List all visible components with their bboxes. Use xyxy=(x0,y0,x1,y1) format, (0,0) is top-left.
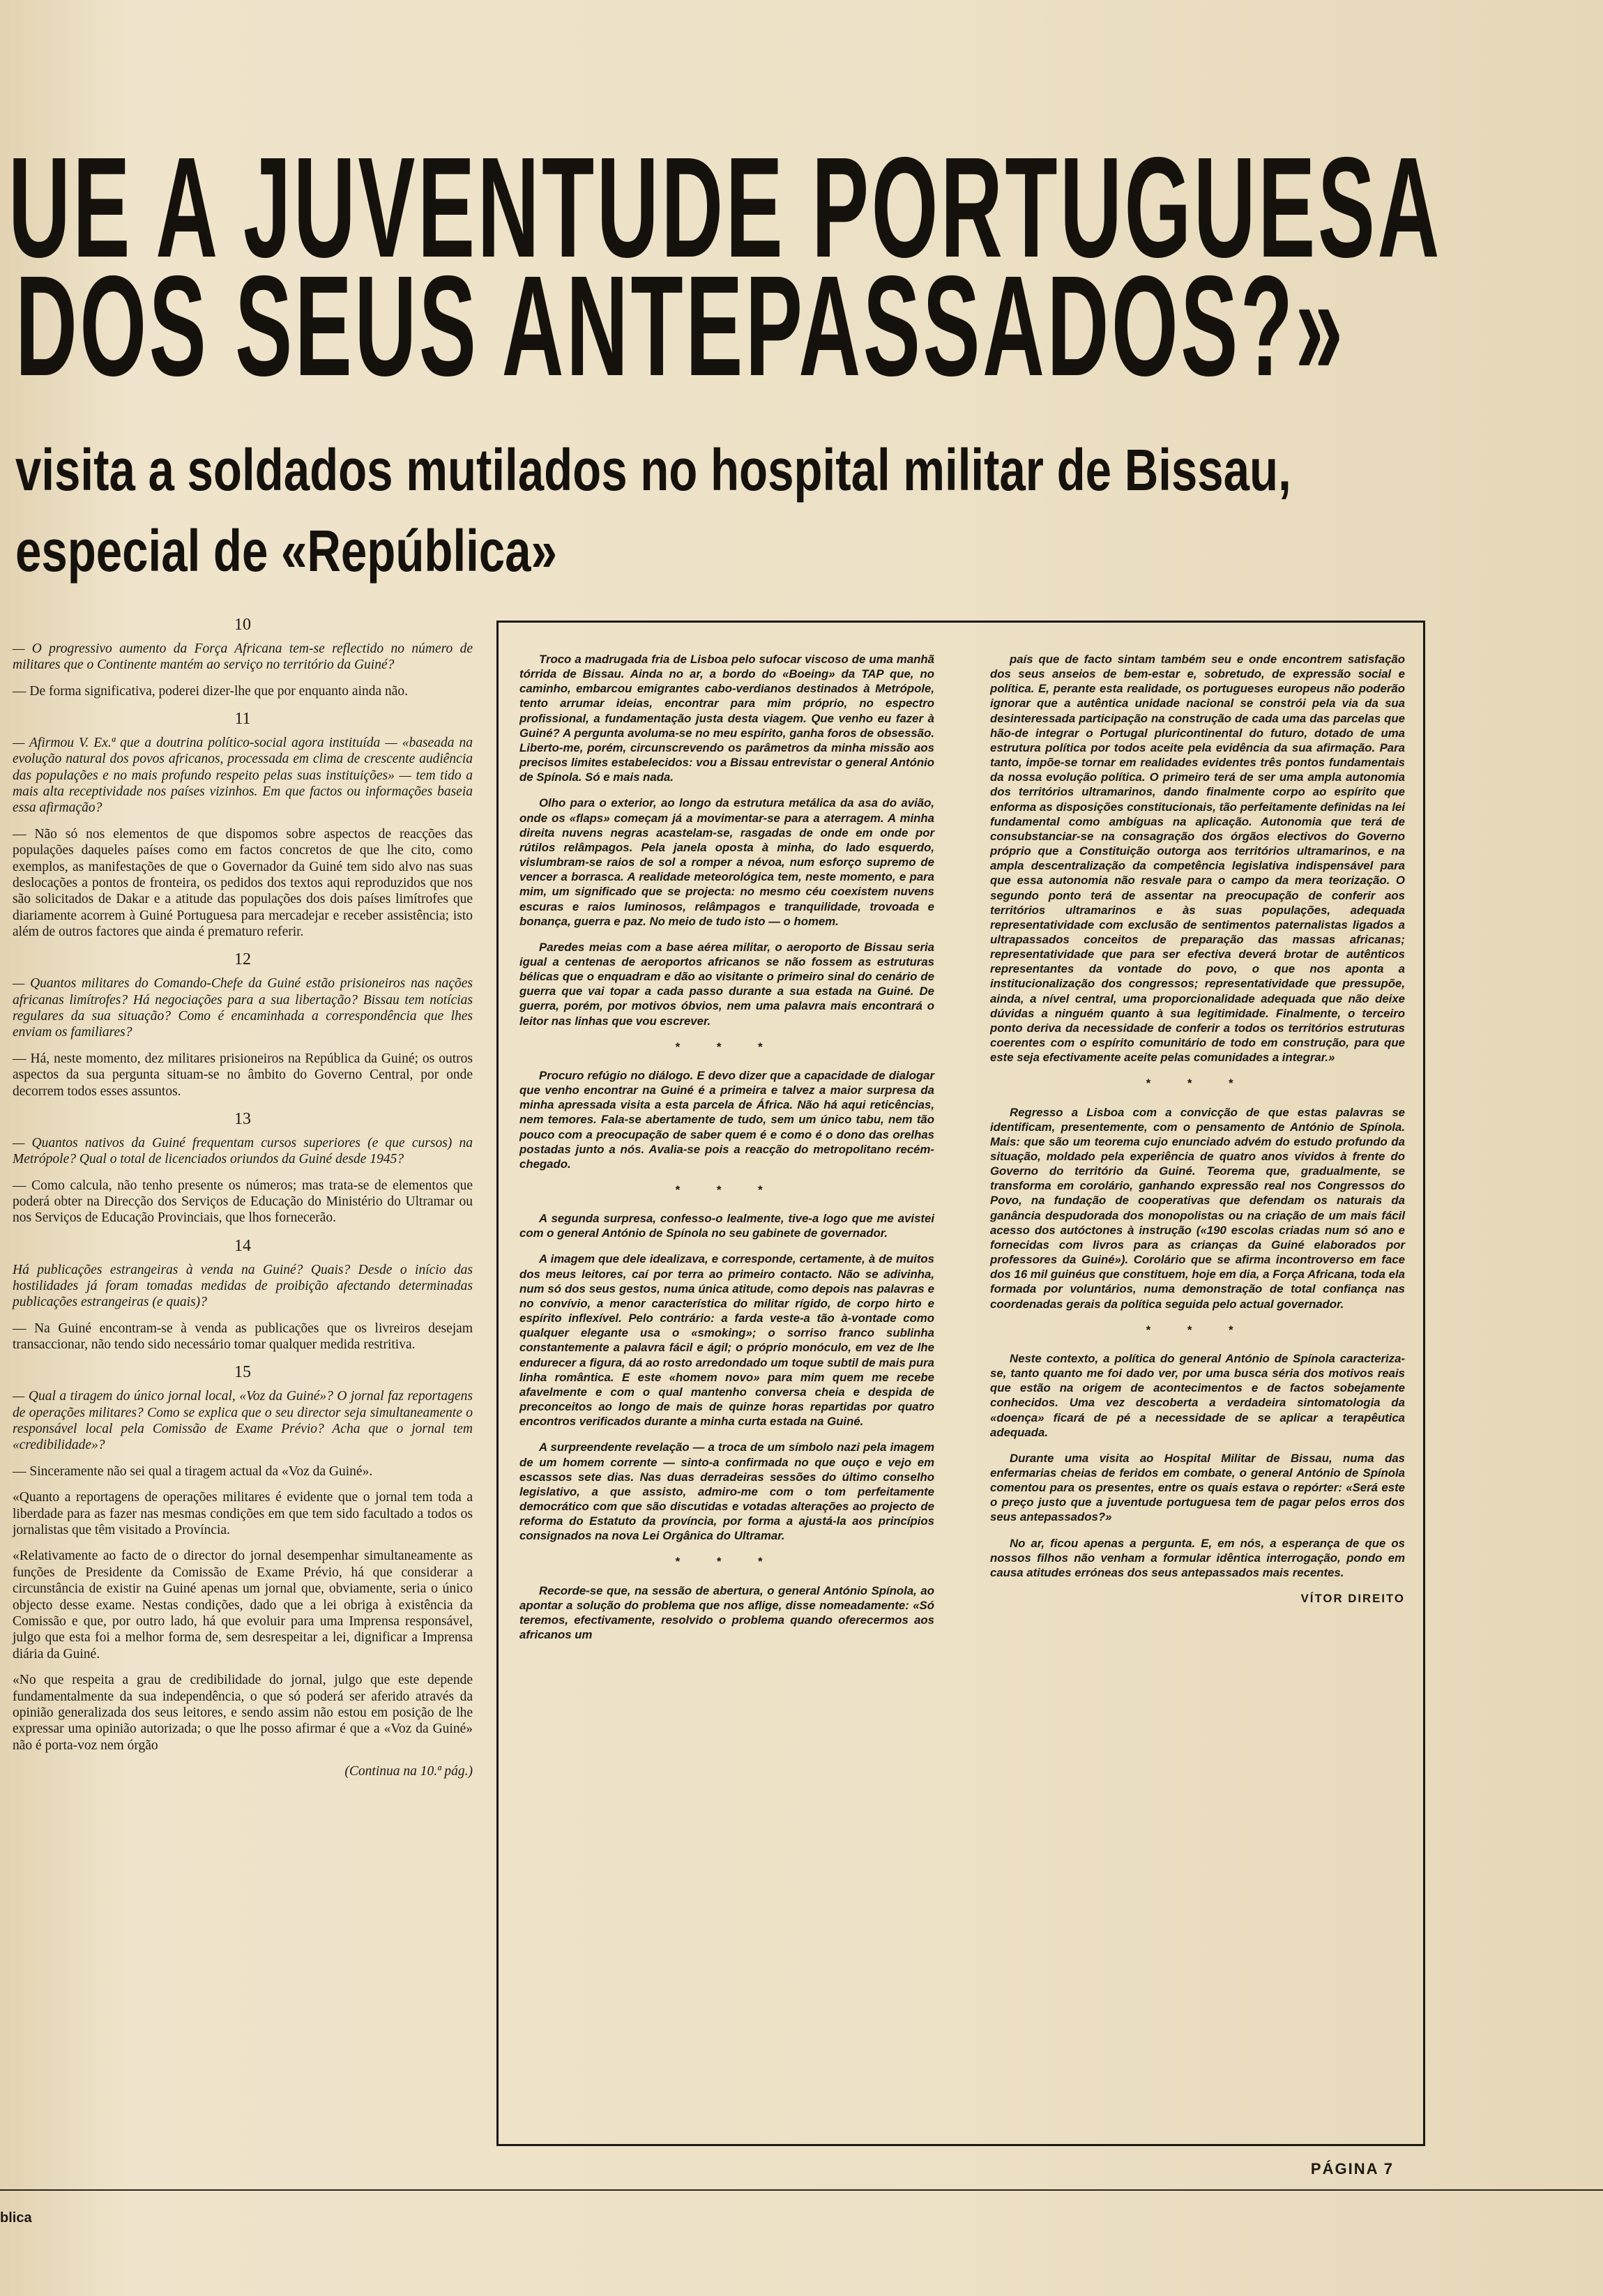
interview-question: — Qual a tiragem do único jornal local, «Voz da Guiné»? O jornal faz reportagens de operações militares? Como se explica que o seu director seja simultaneamente o responsável local pela Comissão de Exame Prévio? Acha que o jornal tem «credibilidade»? xyxy=(13,1389,473,1453)
interview-answer: «No que respeita a grau de credibilidade do jornal, julgo que este depende fundamentalmente da sua independência, o que só poderá ser aferido através da opinião generalizada dos seus leitores, e sendo assim não estou em posição de lhe expressar uma opinião autorizada; o que lhe posso afirmar é que a «Voz da Guiné» não é porta-voz nem órgão xyxy=(13,1673,473,1753)
question-number: 11 xyxy=(234,709,251,728)
interview-answer: «Relativamente ao facto de o director do jornal desempenhar simultaneamente as funções de Presidente da Comissão de Exame Prévio, há que considerar a circunstância de existir na Guiné apenas um jornal que, obviamente, seria o único objecto desse exame. Nestas condições, dado que a lei obriga à existência da Comissão e que, por outro lado, há que evoluir para uma Imprensa responsável, julgo que esta foi a melhor forma de, sem desrespeitar a lei, dignificar a Imprensa diária da Guiné. xyxy=(13,1549,473,1662)
footer-rule xyxy=(0,2189,1603,2191)
deck-line-1: visita a soldados mutilados no hospital militar de Bissau, xyxy=(15,437,1291,503)
report-box xyxy=(496,621,1425,2146)
headline-line-2: DOS SEUS ANTEPASSADOS?» xyxy=(15,246,1346,406)
report-paragraph: Troco a madrugada fria de Lisboa pelo sufocar viscoso de uma manhã tórrida de Bissau. Ainda no ar, a bordo do «Boeing» da TAP que, no caminho, embarcou emigrantes cabo-verdianos destinados à Metrópole, tento arrumar ideias, encontrar para mim próprio, no espectro profissional, a fundamentação justa desta viagem. Que venho eu fazer à Guiné? A pergunta avoluma-se no meu espírito, ganha foros de obsessão. Liberto-me, porém, circunscrevendo os parâmetros da minha missão aos precisos limites estabelecidos: vou a Bissau entrevistar o general António de Spínola. Só e mais nada. xyxy=(519,653,934,784)
report-paragraph: A imagem que dele idealizava, e corresponde, certamente, à de muitos dos meus leitores, caí por terra ao primeiro contacto. Não se adivinha, num só dos seus gestos, numa única atitude, como depois nas palavras e no convívio, a menor característica do militar rígido, de corpo hirto e espírito inflexível. Pelo contrário: a farda veste-a tão à-vontade como qualquer elegante usa o «smoking»; o sorriso franco sublinha constantemente a palavra fácil e ágil; o próprio monóculo, em vez de lhe endurecer a figura, dá ao rosto arredondado um toque subtil de mais pura linha romântica. E este «homem novo» para mim quem me recebe afavelmente e com o qual mantenho conversa cheia e despida de preconceitos ao longo de mais de quinze horas repartidas por quatro encontros verificados durante a minha curta estada na Guiné. xyxy=(519,1252,934,1429)
masthead-fragment: blica xyxy=(0,2210,32,2226)
interview-question: — Quantos nativos da Guiné frequentam cursos superiores (e que cursos) na Metrópole? Qual o total de licenciados oriundos da Guiné desde 1945? xyxy=(13,1135,473,1167)
report-paragraph: A segunda surpresa, confesso-o lealmente, tive-a logo que me avistei com o general António de Spínola no seu gabinete de governador. xyxy=(519,1212,934,1240)
interview-question: — Quantos militares do Comando-Chefe da Guiné estão prisioneiros nas nações africanas limítrofes? Há negociações para a sua libertação? Bissau tem notícias regulares da sua situação? Como é encaminhada a correspondência que lhes enviam os familiares? xyxy=(13,976,473,1040)
section-separator: * * * xyxy=(675,1555,779,1569)
report-paragraph: Neste contexto, a política do general António de Spínola caracteriza-se, tanto quanto me foi dado ver, por uma busca séria dos motivos reais que estão na origem de acontecimentos e de factos sobejamente conhecidos. Uma vez descoberta a verdadeira sintomatologia da «doença» ficará de pé a necessidade de se aplicar a terapêutica adequada. xyxy=(990,1351,1405,1439)
interview-answer: — Não só nos elementos de que dispomos sobre aspectos de reacções das populações daqueles países como em factos concretos de que lhe cito, como exemplos, as manifestações de que o Governador da Guiné tem sido alvo nas suas deslocações a pontos de fronteira, os pedidos dos textos aqui reproduzidos que nos são solicitados de Dakar e a atitude das populações dos dois países limítrofes que diariamente acorrem à Guiné Portuguesa para mercadejar e receber assistência; isto além de outros factores que ainda é prematuro referir. xyxy=(13,826,473,940)
report-paragraph: Recorde-se que, na sessão de abertura, o general António Spínola, ao apontar a solução do problema que nos aflige, disse nomeadamente: «Só teremos, efectivamente, resolvido o problema quando oferecermos aos africanos um xyxy=(519,1583,934,1642)
report-column-2 xyxy=(990,652,1405,1617)
headline-line-1: UE A JUVENTUDE PORTUGUESA xyxy=(8,128,1442,287)
interview-answer: — Como calcula, não tenho presente os números; mas trata-se de elementos que poderá obter na Direcção dos Serviços de Educação do Ministério do Ultramar ou nos Serviços de Educação Provinciais, que lhos fornecerão. xyxy=(13,1178,473,1226)
report-paragraph: Procuro refúgio no diálogo. E devo dizer que a capacidade de dialogar que venho encontrar na Guiné é a primeira e talvez a maior surpresa da minha apressada visita a esta parcela de África. Não há aqui reticências, nem temores. Fala-se abertamente de tudo, sem um único tabu, nem tão pouco com a preocupação de saber quem é e como é o dono das orelhas postadas junto a nós. Avalia-se pois a reacção do metropolitano recém-chegado. xyxy=(519,1068,934,1171)
report-paragraph: No ar, ficou apenas a pergunta. E, em nós, a esperança de que os nossos filhos não venham a formular idêntica interrogação, pondo em causa atitudes erróneas dos seus antepassados mais recentes. xyxy=(990,1536,1405,1579)
interview-answer: — Sinceramente não sei qual a tiragem actual da «Voz da Guiné». xyxy=(13,1463,373,1479)
question-number: 15 xyxy=(234,1363,251,1382)
question-number: 14 xyxy=(234,1236,251,1255)
continuation-note: (Continua na 10.ª pág.) xyxy=(344,1764,473,1779)
interview-column xyxy=(13,608,473,1779)
section-separator: * * * xyxy=(1146,1323,1249,1337)
report-paragraph: país que de facto sintam também seu e onde encontrem satisfação dos seus anseios de bem-estar e, sobretudo, de expressão social e política. E, perante esta realidade, os portugueses europeus não poderão ignorar que a autêntica unidade nacional se constrói pela via da sua desinteressada participação na construção de cada uma das parcelas que hão-de integrar o Portugal pluricontinental do futuro, dotado de uma estrutura política por todos aceite pela evidência da sua afirmação. Para tanto, impõe-se tornar em realidades evidentes três pontos fundamentais da nossa evolução política. O primeiro terá de ser uma ampla autonomia dos territórios ultramarinos, dando finalmente corpo ao espírito que enforma as disposições constitucionais, tão perfeitamente definidas na lei fundamental como ambíguas na aplicação. Autonomia que terá de consubstanciar-se na consagração dos órgãos electivos do Governo próprio que a Constituição outorga aos territórios ultramarinos, e na ampla descentralização da competência legislativa indispensável para que essa autonomia não resvale para o campo da mera teorização. O segundo ponto terá de assentar na preocupação de conferir aos territórios ultramarinos e às suas populações, adequada representatividade com exclusão de sentimentos paternalistas ligados a ultrapassados conceitos de preparação das massas africanas; representatividade que para ser efectiva deverá brotar de autênticos representantes da vontade do povo, o que nos aponta a institucionalização dos congressos; representatividade que pressupõe, ainda, a nível central, uma proporcionalidade adequada que não deixe dúvidas a ninguém quanto à sua legitimidade. Finalmente, o terceiro ponto deriva da necessidade de conferir a todos os territórios estruturas coerentes com o espírito comunitário de todo em construção, para que este seja efectivamente aceite pelas comunidades a integrar.» xyxy=(990,653,1405,1065)
section-separator: * * * xyxy=(1146,1077,1249,1090)
report-paragraph: Paredes meias com a base aérea militar, o aeroporto de Bissau seria igual a centenas de aeroportos africanos se não fossem as estruturas bélicas que o enquadram e dão ao visitante o primeiro sinal do cenário de guerra que vai topar a cada passo durante a sua estada na Guiné. De guerra, porém, por motivos óbvios, nem uma palavra mais encontrará o leitor nas linhas que vou escrever. xyxy=(519,940,934,1028)
interview-question: Há publicações estrangeiras à venda na Guiné? Quais? Desde o início das hostilidades já foram tomadas medidas de proibição afectando determinadas publicações estrangeiras (e quais)? xyxy=(13,1262,473,1310)
section-separator: * * * xyxy=(675,1183,779,1196)
deck-line-2: especial de «República» xyxy=(15,518,557,584)
interview-question: — Afirmou V. Ex.ª que a doutrina político-social agora instituída — «baseada na evolução natural dos povos africanos, processada em clima de crescente audiência das populações e no mais profundo respeito pelas suas instituições» — tem tido a mais alta receptividade nos países vizinhos. Em que factos ou informações baseia essa afirmação? xyxy=(13,735,473,816)
report-column-1 xyxy=(519,652,934,1653)
question-number: 12 xyxy=(234,950,251,969)
interview-answer: — De forma significativa, poderei dizer-lhe que por enquanto ainda não. xyxy=(13,683,409,699)
report-paragraph: Durante uma visita ao Hospital Militar de Bissau, numa das enfermarias cheias de feridos em combate, o general António de Spínola comentou para os presentes, entre os quais estava o repórter: «Será este o preço justo que a juventude portuguesa tem de pagar pelos erros dos seus antepassados?» xyxy=(990,1451,1405,1524)
page-number: PÁGINA 7 xyxy=(1310,2160,1394,2177)
interview-question: — O progressivo aumento da Força Africana tem-se reflectido no número de militares que o Continente mantém ao serviço no território da Guiné? xyxy=(13,641,473,673)
report-paragraph: A surpreendente revelação — a troca de um símbolo nazi pela imagem de um homem corrente — sinto-a confirmada no que ouço e vejo em escassos sete dias. Nas duas derradeiras sessões do último conselho legislativo, a que assisto, admiro-me com o tom perfeitamente democrático com que são discutidas e votadas alterações ao projecto de reforma do Estatuto da província, por forma a ajustá-la aos princípios consignados na nova Lei Orgânica do Ultramar. xyxy=(519,1440,934,1543)
question-number: 10 xyxy=(234,616,251,634)
report-paragraph: Olho para o exterior, ao longo da estrutura metálica da asa do avião, onde os «flaps» começam já a movimentar-se para a aterragem. A minha direita nuvens negras acastelam-se, rasgadas de onde em onde por rútilos relâmpagos. Pela janela oposta à minha, do lado esquerdo, vislumbram-se raios de sol a romper a névoa, num esforço supremo de vencer a borrasca. A realidade meteorológica tem, neste momento, e para mim, um significado que se projecta: no mesmo céu coexistem nuvens escuras e raios luminosos, relâmpagos e tranquilidade, trovoada e bonança, guerra e paz. No meio de tudo isto — o homem. xyxy=(519,796,934,928)
interview-answer: «Quanto a reportagens de operações militares é evidente que o jornal tem toda a liberdade para as fazer nas mesmas condições em que tem sido facultado a todos os jornalistas que têm visitado a Província. xyxy=(13,1490,473,1538)
question-number: 13 xyxy=(234,1109,251,1128)
author-byline: VÍTOR DIREITO xyxy=(1300,1592,1405,1606)
interview-answer: — Na Guiné encontram-se à venda as publicações que os livreiros desejam transaccionar, não tendo sido necessário tomar qualquer medida restritiva. xyxy=(13,1321,473,1353)
interview-answer: — Há, neste momento, dez militares prisioneiros na República da Guiné; os outros aspectos da sua pergunta situam-se no âmbito do Governo Central, por onde decorrem todos esses assuntos. xyxy=(13,1051,473,1099)
section-separator: * * * xyxy=(675,1040,779,1054)
report-paragraph: Regresso a Lisboa com a convicção de que estas palavras se identificam, presentemente, com o pensamento de António de Spínola. Mais: que são um teorema cujo enunciado advém do estudo profundo da situação, moldado pela experiência de quatro anos vividos à frente do Governo do território da Guiné. Teorema que, gradualmente, se transforma em corolário, ganhando expressão real nos Congressos do Povo, na fundação de cooperativas que defendam os naturais da ganância despudorada dos monopolistas ou na criação de um mais fácil acesso dos autóctones à instrução («190 escolas criadas num só ano e fornecidas com livros para as crianças da Guiné elaborados por professores da Guiné»). Corolário que se afirma incontroverso em face dos 16 mil guinéus que constituem, hoje em dia, a Força Africana, toda ela formada por voluntários, numa demonstração de total confiança nas coordenadas gerais da política seguida pelo actual governador. xyxy=(990,1105,1405,1311)
